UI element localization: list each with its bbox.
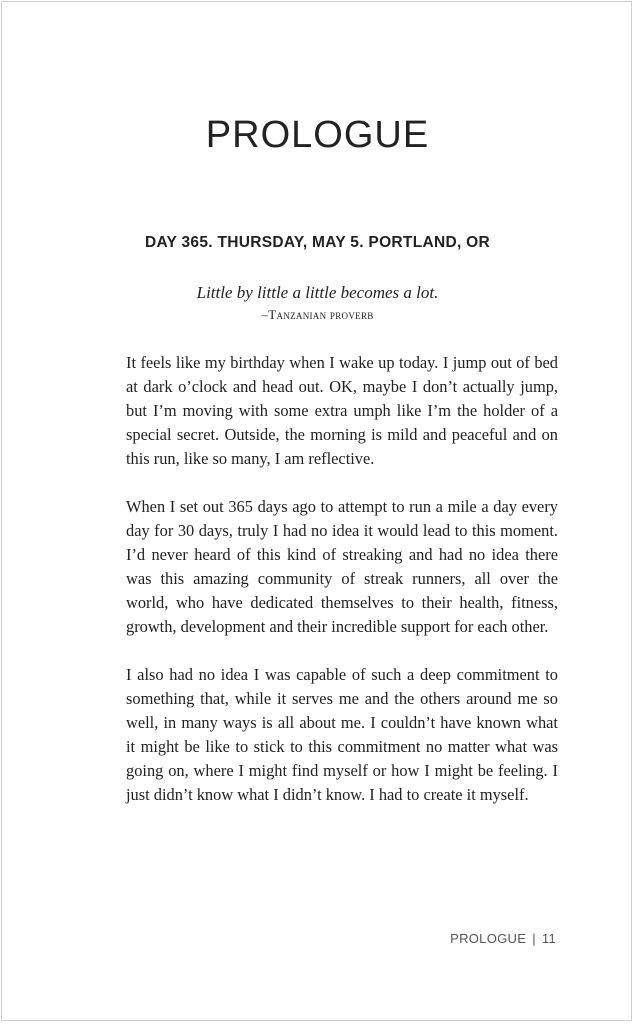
chapter-title: PROLOGUE: [205, 114, 430, 156]
paragraph-3: I also had no idea I was capable of such a deep commitment to something that, while it serves me and the others around me so well, in many ways is all about me. I couldn’t have known what it might be like to stick to this commitment no matter what was going on, where I might find myself or how I might be feeling. I just didn’t know what I didn’t know. I had to create it myself.: [126, 665, 558, 804]
footer-separator: |: [532, 931, 536, 946]
book-page: [1, 1, 632, 1021]
page-footer: [450, 931, 556, 946]
section-heading: DAY 365. THURSDAY, MAY 5. PORTLAND, OR: [144, 234, 491, 251]
running-head: PROLOGUE: [450, 931, 527, 946]
paragraph-1: It feels like my birthday when I wake up today. I jump out of bed at dark o’clock and head out. OK, maybe I don’t actually jump, but I’m moving with some extra umph like I’m the holder of a special secret. Outside, the morning is mild and peaceful and on this run, like so many, I am reflective.: [126, 353, 558, 468]
page-number: 11: [541, 931, 556, 946]
body-text: [126, 351, 558, 831]
paragraph-2: When I set out 365 days ago to attempt to run a mile a day every day for 30 days, truly I had no idea it would lead to this moment. I’d never heard of this kind of streaking and had no idea there was this amazing community of streak runners, all over the world, who have dedicated themselves to their health, fitness, growth, development and their incredible support for each other.: [126, 497, 558, 636]
epigraph-quote: Little by little a little becomes a lot.: [196, 283, 439, 302]
epigraph: [2, 282, 633, 326]
epigraph-source: –Tanzanian proverb: [261, 307, 374, 322]
